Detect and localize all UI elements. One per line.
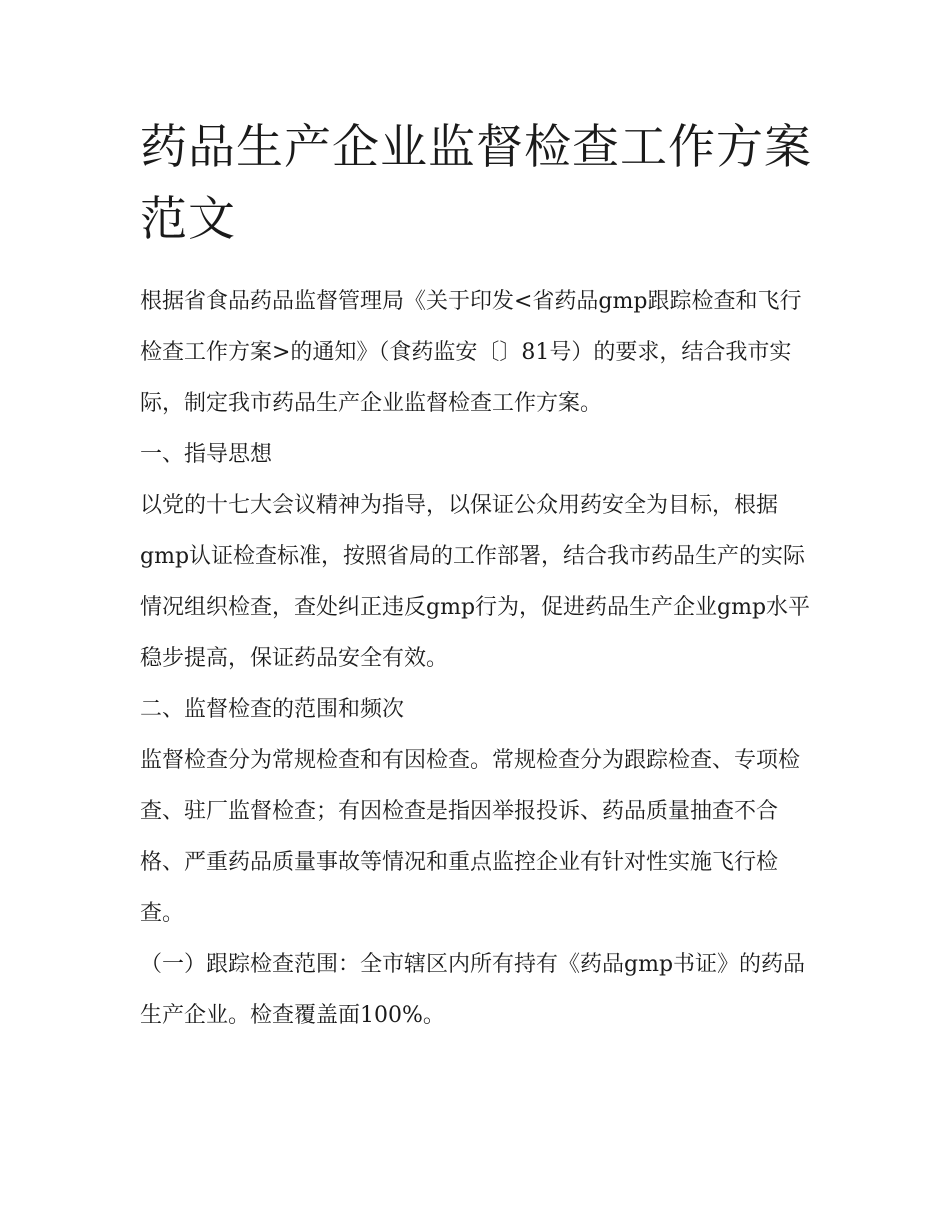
document-title: 药品生产企业监督检查工作方案范文 <box>140 120 812 247</box>
section-heading-scope-frequency: 二、监督检查的范围和频次 <box>140 697 405 722</box>
tracking-inspection-paragraph: （一）跟踪检查范围：全市辖区内所有持有《药品gmp书证》的药品生产企业。检查覆盖面100%。 <box>140 952 806 1028</box>
intro-paragraph: 根据省食品药品监督管理局《关于印发<省药品gmp跟踪检查和飞行检查工作方案>的通知》（食药监安〔〕81号）的要求，结合我市实际，制定我市药品生产企业监督检查工作方案。 <box>140 289 802 416</box>
section-heading-guiding-ideology: 一、指导思想 <box>140 442 273 467</box>
scope-frequency-paragraph: 监督检查分为常规检查和有因检查。常规检查分为跟踪检查、专项检查、驻厂监督检查；有因检查是指因举报投诉、药品质量抽查不合格、严重药品质量事故等情况和重点监控企业有针对性实施飞行检查。 <box>140 748 801 926</box>
document-body <box>140 112 812 1041</box>
guiding-ideology-paragraph: 以党的十七大会议精神为指导，以保证公众用药安全为目标，根据gmp认证检查标准，按照省局的工作部署，结合我市药品生产的实际情况组织检查，查处纠正违反gmp行为，促进药品生产企业gmp水平稳步提高，保证药品安全有效。 <box>140 493 811 671</box>
